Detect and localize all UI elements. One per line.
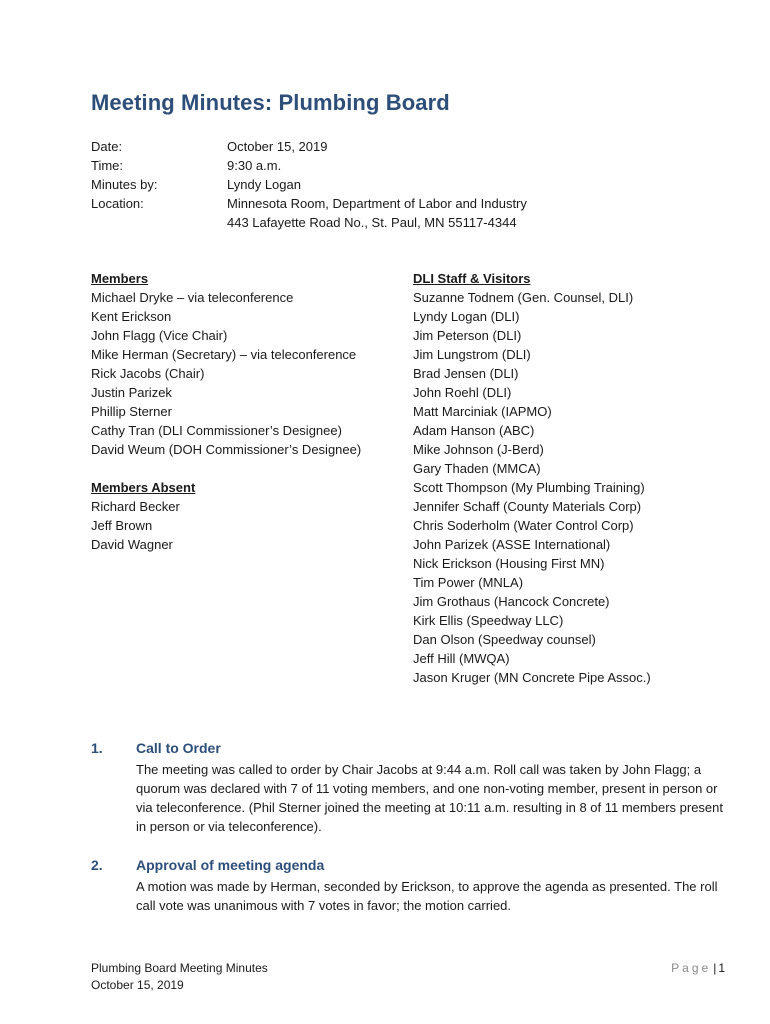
staff-column <box>413 269 651 687</box>
time-row <box>91 156 527 175</box>
agenda-section-call-to-order <box>91 738 731 836</box>
member-item: John Flagg (Vice Chair) <box>91 328 228 343</box>
member-item: Mike Herman (Secretary) – via teleconference <box>91 347 357 362</box>
member-item: Kent Erickson <box>91 309 172 324</box>
staff-item: Gary Thaden (MMCA) <box>413 461 541 476</box>
date-value: October 15, 2019 <box>227 139 328 154</box>
members-list <box>91 288 361 459</box>
staff-item: Adam Hanson (ABC) <box>413 423 535 438</box>
minutes-by-row <box>91 175 527 194</box>
staff-item: Matt Marciniak (IAPMO) <box>413 404 552 419</box>
absent-member-item: Jeff Brown <box>91 518 153 533</box>
staff-item: Scott Thompson (My Plumbing Training) <box>413 480 645 495</box>
page-number <box>671 960 725 977</box>
member-item: David Weum (DOH Commissioner’s Designee) <box>91 442 362 457</box>
agenda-section-approval <box>91 855 731 915</box>
spacer <box>91 459 361 478</box>
staff-item: Kirk Ellis (Speedway LLC) <box>413 613 564 628</box>
staff-item: Brad Jensen (DLI) <box>413 366 519 381</box>
staff-item: Nick Erickson (Housing First MN) <box>413 556 605 571</box>
page-footer <box>91 960 268 994</box>
member-item: Cathy Tran (DLI Commissioner’s Designee) <box>91 423 342 438</box>
page-title: Meeting Minutes: Plumbing Board <box>91 90 450 115</box>
section-number: 2. <box>91 857 103 873</box>
member-item: Michael Dryke – via teleconference <box>91 290 294 305</box>
minutes-by-label: Minutes by: <box>91 177 158 192</box>
staff-item: John Parizek (ASSE International) <box>413 537 611 552</box>
section-title: Call to Order <box>136 740 221 756</box>
staff-item: Lyndy Logan (DLI) <box>413 309 520 324</box>
staff-item: Mike Johnson (J-Berd) <box>413 442 544 457</box>
staff-item: Jim Grothaus (Hancock Concrete) <box>413 594 610 609</box>
absent-member-item: David Wagner <box>91 537 173 552</box>
members-absent-heading: Members Absent <box>91 480 196 495</box>
staff-item: Jeff Hill (MWQA) <box>413 651 510 666</box>
members-absent-list <box>91 497 361 554</box>
section-title: Approval of meeting agenda <box>136 857 325 873</box>
staff-item: Jim Peterson (DLI) <box>413 328 522 343</box>
section-number: 1. <box>91 740 103 756</box>
staff-heading: DLI Staff & Visitors <box>413 271 531 286</box>
section-body: The meeting was called to order by Chair Jacobs at 9:44 a.m. Roll call was taken by John Flagg; a quorum was declared with 7 of 11 voting members, and one non-voting member, present in person or via teleconference. (Phil Sterner joined the meeting at 10:11 a.m. resulting in 8 of 11 members present in person or via teleconference). <box>136 762 724 834</box>
location-label: Location: <box>91 196 144 211</box>
staff-item: Tim Power (MNLA) <box>413 575 524 590</box>
members-column <box>91 269 361 554</box>
location-value <box>227 194 527 232</box>
page-number-value: 1 <box>718 961 725 975</box>
staff-item: Jennifer Schaff (County Materials Corp) <box>413 499 642 514</box>
section-heading <box>91 738 731 758</box>
staff-item: Dan Olson (Speedway counsel) <box>413 632 596 647</box>
member-item: Phillip Sterner <box>91 404 172 419</box>
location-line-1: Minnesota Room, Department of Labor and Industry <box>227 196 527 211</box>
staff-item: Jason Kruger (MN Concrete Pipe Assoc.) <box>413 670 651 685</box>
staff-item: John Roehl (DLI) <box>413 385 512 400</box>
footer-date: October 15, 2019 <box>91 978 184 992</box>
footer-title: Plumbing Board Meeting Minutes <box>91 961 268 975</box>
section-body: A motion was made by Herman, seconded by Erickson, to approve the agenda as presented. The roll call vote was unanimous with 7 votes in favor; the motion carried. <box>136 879 718 913</box>
member-item: Justin Parizek <box>91 385 172 400</box>
members-heading: Members <box>91 271 149 286</box>
location-row <box>91 194 527 232</box>
page-word: Page <box>671 961 712 975</box>
staff-item: Jim Lungstrom (DLI) <box>413 347 531 362</box>
time-label: Time: <box>91 158 124 173</box>
meeting-details <box>91 137 527 232</box>
staff-item: Chris Soderholm (Water Control Corp) <box>413 518 634 533</box>
date-row <box>91 137 527 156</box>
minutes-by-value: Lyndy Logan <box>227 177 301 192</box>
absent-member-item: Richard Becker <box>91 499 180 514</box>
date-label: Date: <box>91 139 123 154</box>
staff-item: Suzanne Todnem (Gen. Counsel, DLI) <box>413 290 634 305</box>
section-heading <box>91 855 731 875</box>
page-separator: | <box>713 961 717 975</box>
member-item: Rick Jacobs (Chair) <box>91 366 205 381</box>
time-value: 9:30 a.m. <box>227 158 282 173</box>
location-line-2: 443 Lafayette Road No., St. Paul, MN 55117-4344 <box>227 215 517 230</box>
staff-list <box>413 288 651 687</box>
